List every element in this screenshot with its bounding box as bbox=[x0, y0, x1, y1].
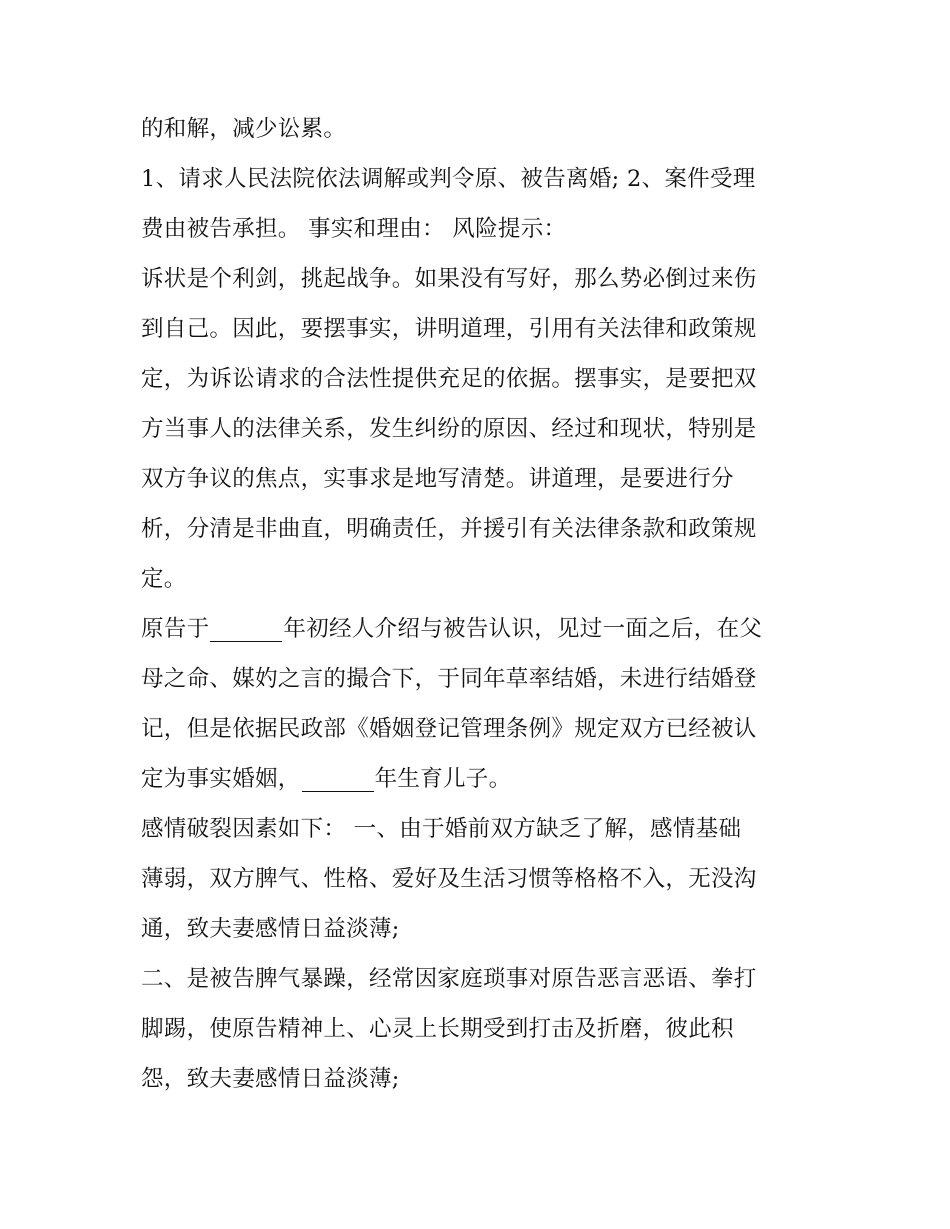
text-line bbox=[141, 604, 813, 654]
paragraph-breakdown-2 bbox=[141, 954, 813, 1104]
text-line bbox=[141, 754, 813, 804]
text-line: 定。 bbox=[141, 566, 187, 592]
text-line: 诉状是个利剑，挑起战争。如果没有写好，那么势必倒过来伤 bbox=[141, 266, 757, 292]
paragraph-breakdown-1 bbox=[141, 804, 813, 954]
paragraph-risk-note bbox=[141, 254, 813, 604]
text-line: 定，为诉讼请求的合法性提供充足的依据。摆事实，是要把双 bbox=[141, 366, 757, 392]
text-fragment: 年初经人介绍与被告认识，见过一面之后，在父 bbox=[283, 616, 763, 642]
text-line: 析，分清是非曲直，明确责任，并援引有关法律条款和政策规 bbox=[141, 516, 757, 542]
text-line: 的和解，减少讼累。 bbox=[141, 116, 347, 142]
paragraph-intro bbox=[141, 104, 813, 154]
text-line: 方当事人的法律关系，发生纠纷的原因、经过和现状，特别是 bbox=[141, 416, 757, 442]
text-line: 母之命、媒妁之言的撮合下，于同年草率结婚，未进行结婚登 bbox=[141, 666, 757, 692]
text-line: 到自己。因此，要摆事实，讲明道理，引用有关法律和政策规 bbox=[141, 316, 757, 342]
text-fragment: 定为事实婚姻， bbox=[141, 766, 301, 792]
text-line: 脚踢，使原告精神上、心灵上长期受到打击及折磨，彼此积 bbox=[141, 1016, 734, 1042]
text-line: 通，致夫妻感情日益淡薄; bbox=[141, 916, 400, 942]
text-line: 1、请求人民法院依法调解或判令原、被告离婚; 2、案件受理 bbox=[141, 166, 756, 192]
document-page bbox=[141, 104, 813, 1104]
text-line: 感情破裂因素如下： 一、由于婚前双方缺乏了解，感情基础 bbox=[141, 816, 742, 842]
text-line: 双方争议的焦点，实事求是地写清楚。讲道理，是要进行分 bbox=[141, 466, 734, 492]
text-line: 记，但是依据民政部《婚姻登记管理条例》规定双方已经被认 bbox=[141, 716, 757, 742]
text-line: 费由被告承担。 事实和理由： 风险提示： bbox=[141, 216, 567, 242]
paragraph-claims bbox=[141, 154, 813, 254]
paragraph-facts bbox=[141, 604, 813, 804]
text-line: 薄弱，双方脾气、性格、爱好及生活习惯等格格不入，无没沟 bbox=[141, 866, 757, 892]
text-fragment: 原告于 bbox=[141, 616, 210, 642]
text-line: 二、是被告脾气暴躁，经常因家庭琐事对原告恶言恶语、拳打 bbox=[141, 966, 757, 992]
fill-in-blank-underline bbox=[210, 619, 282, 642]
fill-in-blank-underline bbox=[302, 769, 374, 792]
text-line: 怨，致夫妻感情日益淡薄; bbox=[141, 1066, 400, 1092]
text-fragment: 年生育儿子。 bbox=[374, 766, 512, 792]
